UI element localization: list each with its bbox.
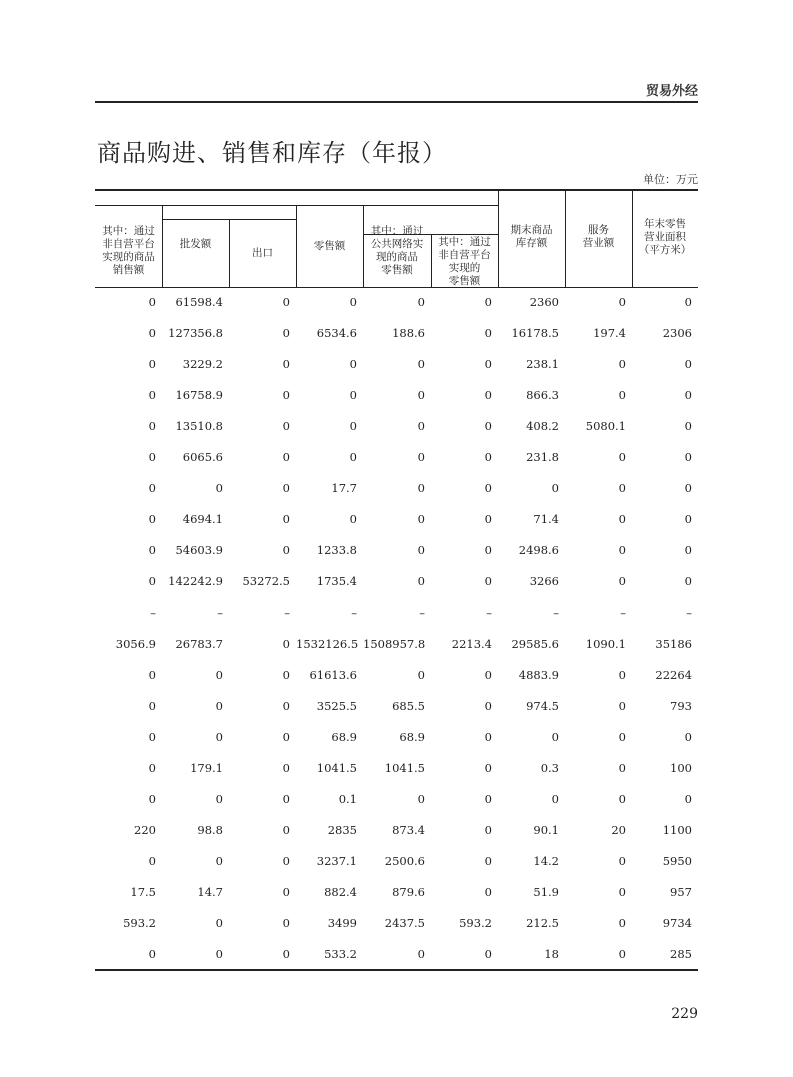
table-cell: 220 xyxy=(134,822,156,837)
table-cell: 0 xyxy=(282,388,290,403)
table-cell: 0 xyxy=(684,357,692,372)
table-cell: 20 xyxy=(611,822,626,837)
table-cell: 685.5 xyxy=(392,698,425,713)
table-cell: 2498.6 xyxy=(518,543,559,558)
col-header-retail-area: 年末零售 营业面积 （平方米） xyxy=(638,218,692,256)
table-cell: 0 xyxy=(282,947,290,962)
table-cell: 54603.9 xyxy=(175,543,223,558)
table-cell: 0 xyxy=(282,419,290,434)
table-cell: 0 xyxy=(618,760,626,775)
table-cell: 0 xyxy=(282,543,290,558)
table-cell: 0 xyxy=(484,512,492,527)
table-cell: 197.4 xyxy=(593,326,626,341)
table-cell: 0 xyxy=(417,512,425,527)
table-cell: 5080.1 xyxy=(585,419,626,434)
table-cell: 533.2 xyxy=(324,947,357,962)
table-cell: 0 xyxy=(282,729,290,744)
table-cell: – xyxy=(553,605,559,620)
table-cell: 0 xyxy=(618,884,626,899)
table-cell: 0 xyxy=(349,357,357,372)
table-cell: 0 xyxy=(484,357,492,372)
table-cell: 0 xyxy=(484,884,492,899)
table-cell: 212.5 xyxy=(526,916,559,930)
table-cell: 3499 xyxy=(327,916,357,930)
unit-label: 单位：万元 xyxy=(643,173,698,186)
table-cell: 13510.8 xyxy=(175,419,223,434)
table-cell: 0 xyxy=(148,574,156,589)
table-cell: 0 xyxy=(618,853,626,868)
col-header-ending-inventory: 期末商品 库存额 xyxy=(510,224,553,249)
table-cell: 0 xyxy=(484,419,492,434)
col-header-retail: 零售额 xyxy=(313,240,346,252)
table-cell: 0 xyxy=(417,357,425,372)
table-cell: 4694.1 xyxy=(182,512,223,527)
table-cell: 127356.8 xyxy=(168,326,223,341)
table-cell: – xyxy=(419,605,425,620)
table-cell: – xyxy=(686,605,692,620)
table-cell: 0 xyxy=(282,791,290,806)
table-cell: 879.6 xyxy=(392,884,425,899)
page-title: 商品购进、销售和库存（年报） xyxy=(97,139,447,167)
table-cell: 957 xyxy=(670,884,692,899)
table-cell: 17.5 xyxy=(130,884,156,899)
table-cell: 0 xyxy=(484,822,492,837)
table-cell: 0 xyxy=(417,947,425,962)
table-cell: – xyxy=(217,605,223,620)
table-cell: 0 xyxy=(148,853,156,868)
table-cell: 68.9 xyxy=(331,729,357,744)
table-cell: 593.2 xyxy=(459,916,492,930)
table-cell: 0 xyxy=(417,388,425,403)
col-header-export: 出口 xyxy=(252,247,273,259)
table-cell: 0 xyxy=(417,450,425,465)
table-cell: 16758.9 xyxy=(175,388,223,403)
table-cell: 0 xyxy=(282,481,290,496)
table-cell: 793 xyxy=(670,698,692,713)
table-cell: 0 xyxy=(215,916,223,930)
table-cell: 4883.9 xyxy=(518,667,559,682)
table-cell: 0 xyxy=(417,295,425,309)
table-cell: 35186 xyxy=(655,636,692,651)
table-cell: 0 xyxy=(282,760,290,775)
table-cell: 0 xyxy=(282,357,290,372)
table-bottom-rule xyxy=(95,969,698,971)
table-cell: 6065.6 xyxy=(182,450,223,465)
table-cell: 0 xyxy=(618,481,626,496)
table-cell: 0 xyxy=(148,760,156,775)
table-cell: 5950 xyxy=(662,853,692,868)
table-cell: 51.9 xyxy=(533,884,559,899)
table-cell: 0 xyxy=(484,947,492,962)
table-cell: 1532126.5 xyxy=(296,636,359,651)
table-cell: 285 xyxy=(670,947,692,962)
table-cell: 0 xyxy=(148,543,156,558)
table-cell: 408.2 xyxy=(526,419,559,434)
table-cell: 2835 xyxy=(327,822,357,837)
col-header-nonself-platform-sales: 其中：通过 非自营平台 实现的商品 销售额 xyxy=(102,225,155,276)
table-cell: 0 xyxy=(215,729,223,744)
table-cell: 238.1 xyxy=(526,357,559,372)
table-cell: 1735.4 xyxy=(316,574,357,589)
table-cell: 0.3 xyxy=(540,760,559,775)
table-cell: 0 xyxy=(684,388,692,403)
table-cell: 9734 xyxy=(662,916,692,930)
table-cell: 0 xyxy=(148,667,156,682)
table-cell: – xyxy=(486,605,492,620)
table-cell: 0 xyxy=(484,791,492,806)
table-cell: 0 xyxy=(618,667,626,682)
col-header-wholesale: 批发额 xyxy=(179,238,212,250)
table-cell: 0 xyxy=(618,543,626,558)
table-cell: 0 xyxy=(215,481,223,496)
table-cell: 0 xyxy=(484,295,492,309)
table-cell: 0 xyxy=(282,326,290,341)
table-cell: 0 xyxy=(148,295,156,309)
table-cell: 0 xyxy=(684,450,692,465)
table-cell: 98.8 xyxy=(197,822,223,837)
table-cell: 0 xyxy=(282,667,290,682)
table-cell: 1041.5 xyxy=(384,760,425,775)
table-cell: 0 xyxy=(282,822,290,837)
table-cell: 0 xyxy=(417,481,425,496)
table-cell: 0 xyxy=(148,791,156,806)
table-cell: 0 xyxy=(551,481,559,496)
table-cell: 0 xyxy=(148,357,156,372)
table-cell: 0 xyxy=(349,512,357,527)
table-cell: 0 xyxy=(417,791,425,806)
table-cell: 71.4 xyxy=(533,512,559,527)
table-cell: 974.5 xyxy=(526,698,559,713)
table-cell: 0 xyxy=(282,512,290,527)
table-cell: 2360 xyxy=(529,295,559,309)
table-cell: 1090.1 xyxy=(585,636,626,651)
table-cell: 100 xyxy=(670,760,692,775)
section-label: 贸易外经 xyxy=(645,84,698,99)
table-cell: 61598.4 xyxy=(175,295,223,309)
table-cell: 0 xyxy=(484,481,492,496)
header-rule xyxy=(95,101,698,103)
col-header-service-revenue: 服务 营业额 xyxy=(582,224,615,249)
table-cell: 0 xyxy=(215,667,223,682)
table-cell: 1233.8 xyxy=(316,543,357,558)
table-cell: 3229.2 xyxy=(182,357,223,372)
table-cell: 14.2 xyxy=(533,853,559,868)
table-cell: 0 xyxy=(148,388,156,403)
table-cell: 0 xyxy=(282,636,290,651)
col-header-online-retail: 其中：通过 公共网络实 现的商品 零售额 xyxy=(370,225,424,276)
table-cell: – xyxy=(284,605,290,620)
table-cell: 188.6 xyxy=(392,326,425,341)
table-cell: 0 xyxy=(618,791,626,806)
table-cell: 179.1 xyxy=(190,760,223,775)
table-cell: 0 xyxy=(684,512,692,527)
table-cell: 0 xyxy=(484,450,492,465)
table-cell: 0 xyxy=(349,388,357,403)
table-cell: 0 xyxy=(282,853,290,868)
table-cell: 3237.1 xyxy=(316,853,357,868)
table-cell: 0 xyxy=(148,729,156,744)
table-cell: 90.1 xyxy=(533,822,559,837)
table-cell: 231.8 xyxy=(526,450,559,465)
table-cell: 0 xyxy=(484,853,492,868)
table-cell: 17.7 xyxy=(331,481,357,496)
table-cell: 0 xyxy=(618,729,626,744)
table-cell: 6534.6 xyxy=(316,326,357,341)
table-cell: 18 xyxy=(544,947,559,962)
table-cell: 0 xyxy=(417,543,425,558)
table-cell: 0 xyxy=(484,326,492,341)
table-cell: 0 xyxy=(618,574,626,589)
table-cell: 22264 xyxy=(655,667,692,682)
table-cell: 0 xyxy=(148,512,156,527)
header-bottom-rule xyxy=(95,287,698,288)
table-cell: 866.3 xyxy=(526,388,559,403)
table-cell: 0 xyxy=(417,667,425,682)
table-cell: 0 xyxy=(684,481,692,496)
table-cell: 0 xyxy=(618,295,626,309)
table-cell: 3525.5 xyxy=(316,698,357,713)
table-cell: 0 xyxy=(484,667,492,682)
table-cell: 0 xyxy=(148,481,156,496)
table-cell: 14.7 xyxy=(197,884,223,899)
table-cell: 0 xyxy=(148,698,156,713)
table-cell: 0 xyxy=(282,916,290,930)
table-cell: 53272.5 xyxy=(242,574,290,589)
table-cell: 0 xyxy=(484,698,492,713)
table-cell: – xyxy=(351,605,357,620)
table-cell: 0 xyxy=(148,450,156,465)
table-cell: 0 xyxy=(618,916,626,930)
table-cell: 2437.5 xyxy=(384,916,425,930)
table-cell: 0 xyxy=(684,295,692,309)
table-cell: 0 xyxy=(684,729,692,744)
table-cell: 0 xyxy=(618,947,626,962)
table-cell: 0 xyxy=(349,295,357,309)
table-cell: 0 xyxy=(282,450,290,465)
table-cell: – xyxy=(620,605,626,620)
table-top-rule xyxy=(95,189,698,191)
table-cell: 61613.6 xyxy=(309,667,357,682)
table-cell: 0 xyxy=(417,574,425,589)
table-cell: 0 xyxy=(484,543,492,558)
table-cell: 2500.6 xyxy=(384,853,425,868)
table-cell: 0 xyxy=(148,419,156,434)
table-cell: 16178.5 xyxy=(511,326,559,341)
table-cell: 873.4 xyxy=(392,822,425,837)
table-cell: 882.4 xyxy=(324,884,357,899)
table-cell: 0 xyxy=(417,419,425,434)
table-cell: 1508957.8 xyxy=(363,636,426,651)
col-header-nonself-platform-retail: 其中：通过 非自营平台 实现的 零售额 xyxy=(438,236,491,287)
table-cell: 0 xyxy=(684,419,692,434)
table-cell: 0 xyxy=(618,357,626,372)
table-cell: 0 xyxy=(215,853,223,868)
table-cell: 0.1 xyxy=(338,791,357,806)
table-cell: 0 xyxy=(148,326,156,341)
table-cell: 68.9 xyxy=(399,729,425,744)
table-cell: 0 xyxy=(551,729,559,744)
table-cell: 0 xyxy=(282,884,290,899)
table-cell: 0 xyxy=(684,574,692,589)
table-cell: 0 xyxy=(349,450,357,465)
table-cell: 0 xyxy=(618,698,626,713)
table-cell: 0 xyxy=(484,574,492,589)
page-number: 229 xyxy=(671,1006,698,1022)
table-cell: 0 xyxy=(215,698,223,713)
table-cell: 26783.7 xyxy=(175,636,223,651)
table-cell: 0 xyxy=(618,512,626,527)
table-cell: 0 xyxy=(215,947,223,962)
table-cell: – xyxy=(150,605,156,620)
table-cell: 2213.4 xyxy=(451,636,492,651)
table-cell: 0 xyxy=(684,791,692,806)
table-cell: 142242.9 xyxy=(168,574,223,589)
table-cell: 0 xyxy=(349,419,357,434)
table-cell: 3056.9 xyxy=(115,636,156,651)
table-cell: 0 xyxy=(484,760,492,775)
table-cell: 0 xyxy=(282,295,290,309)
table-cell: 0 xyxy=(215,791,223,806)
table-cell: 0 xyxy=(684,543,692,558)
table-cell: 3266 xyxy=(529,574,559,589)
table-cell: 0 xyxy=(551,791,559,806)
table-cell: 0 xyxy=(484,388,492,403)
table-cell: 1100 xyxy=(662,822,692,837)
table-cell: 0 xyxy=(484,729,492,744)
table-cell: 0 xyxy=(618,388,626,403)
table-cell: 0 xyxy=(148,947,156,962)
table-cell: 0 xyxy=(618,450,626,465)
table-cell: 29585.6 xyxy=(511,636,559,651)
table-cell: 1041.5 xyxy=(316,760,357,775)
table-cell: 0 xyxy=(282,698,290,713)
table-cell: 2306 xyxy=(662,326,692,341)
table-cell: 593.2 xyxy=(123,916,156,930)
